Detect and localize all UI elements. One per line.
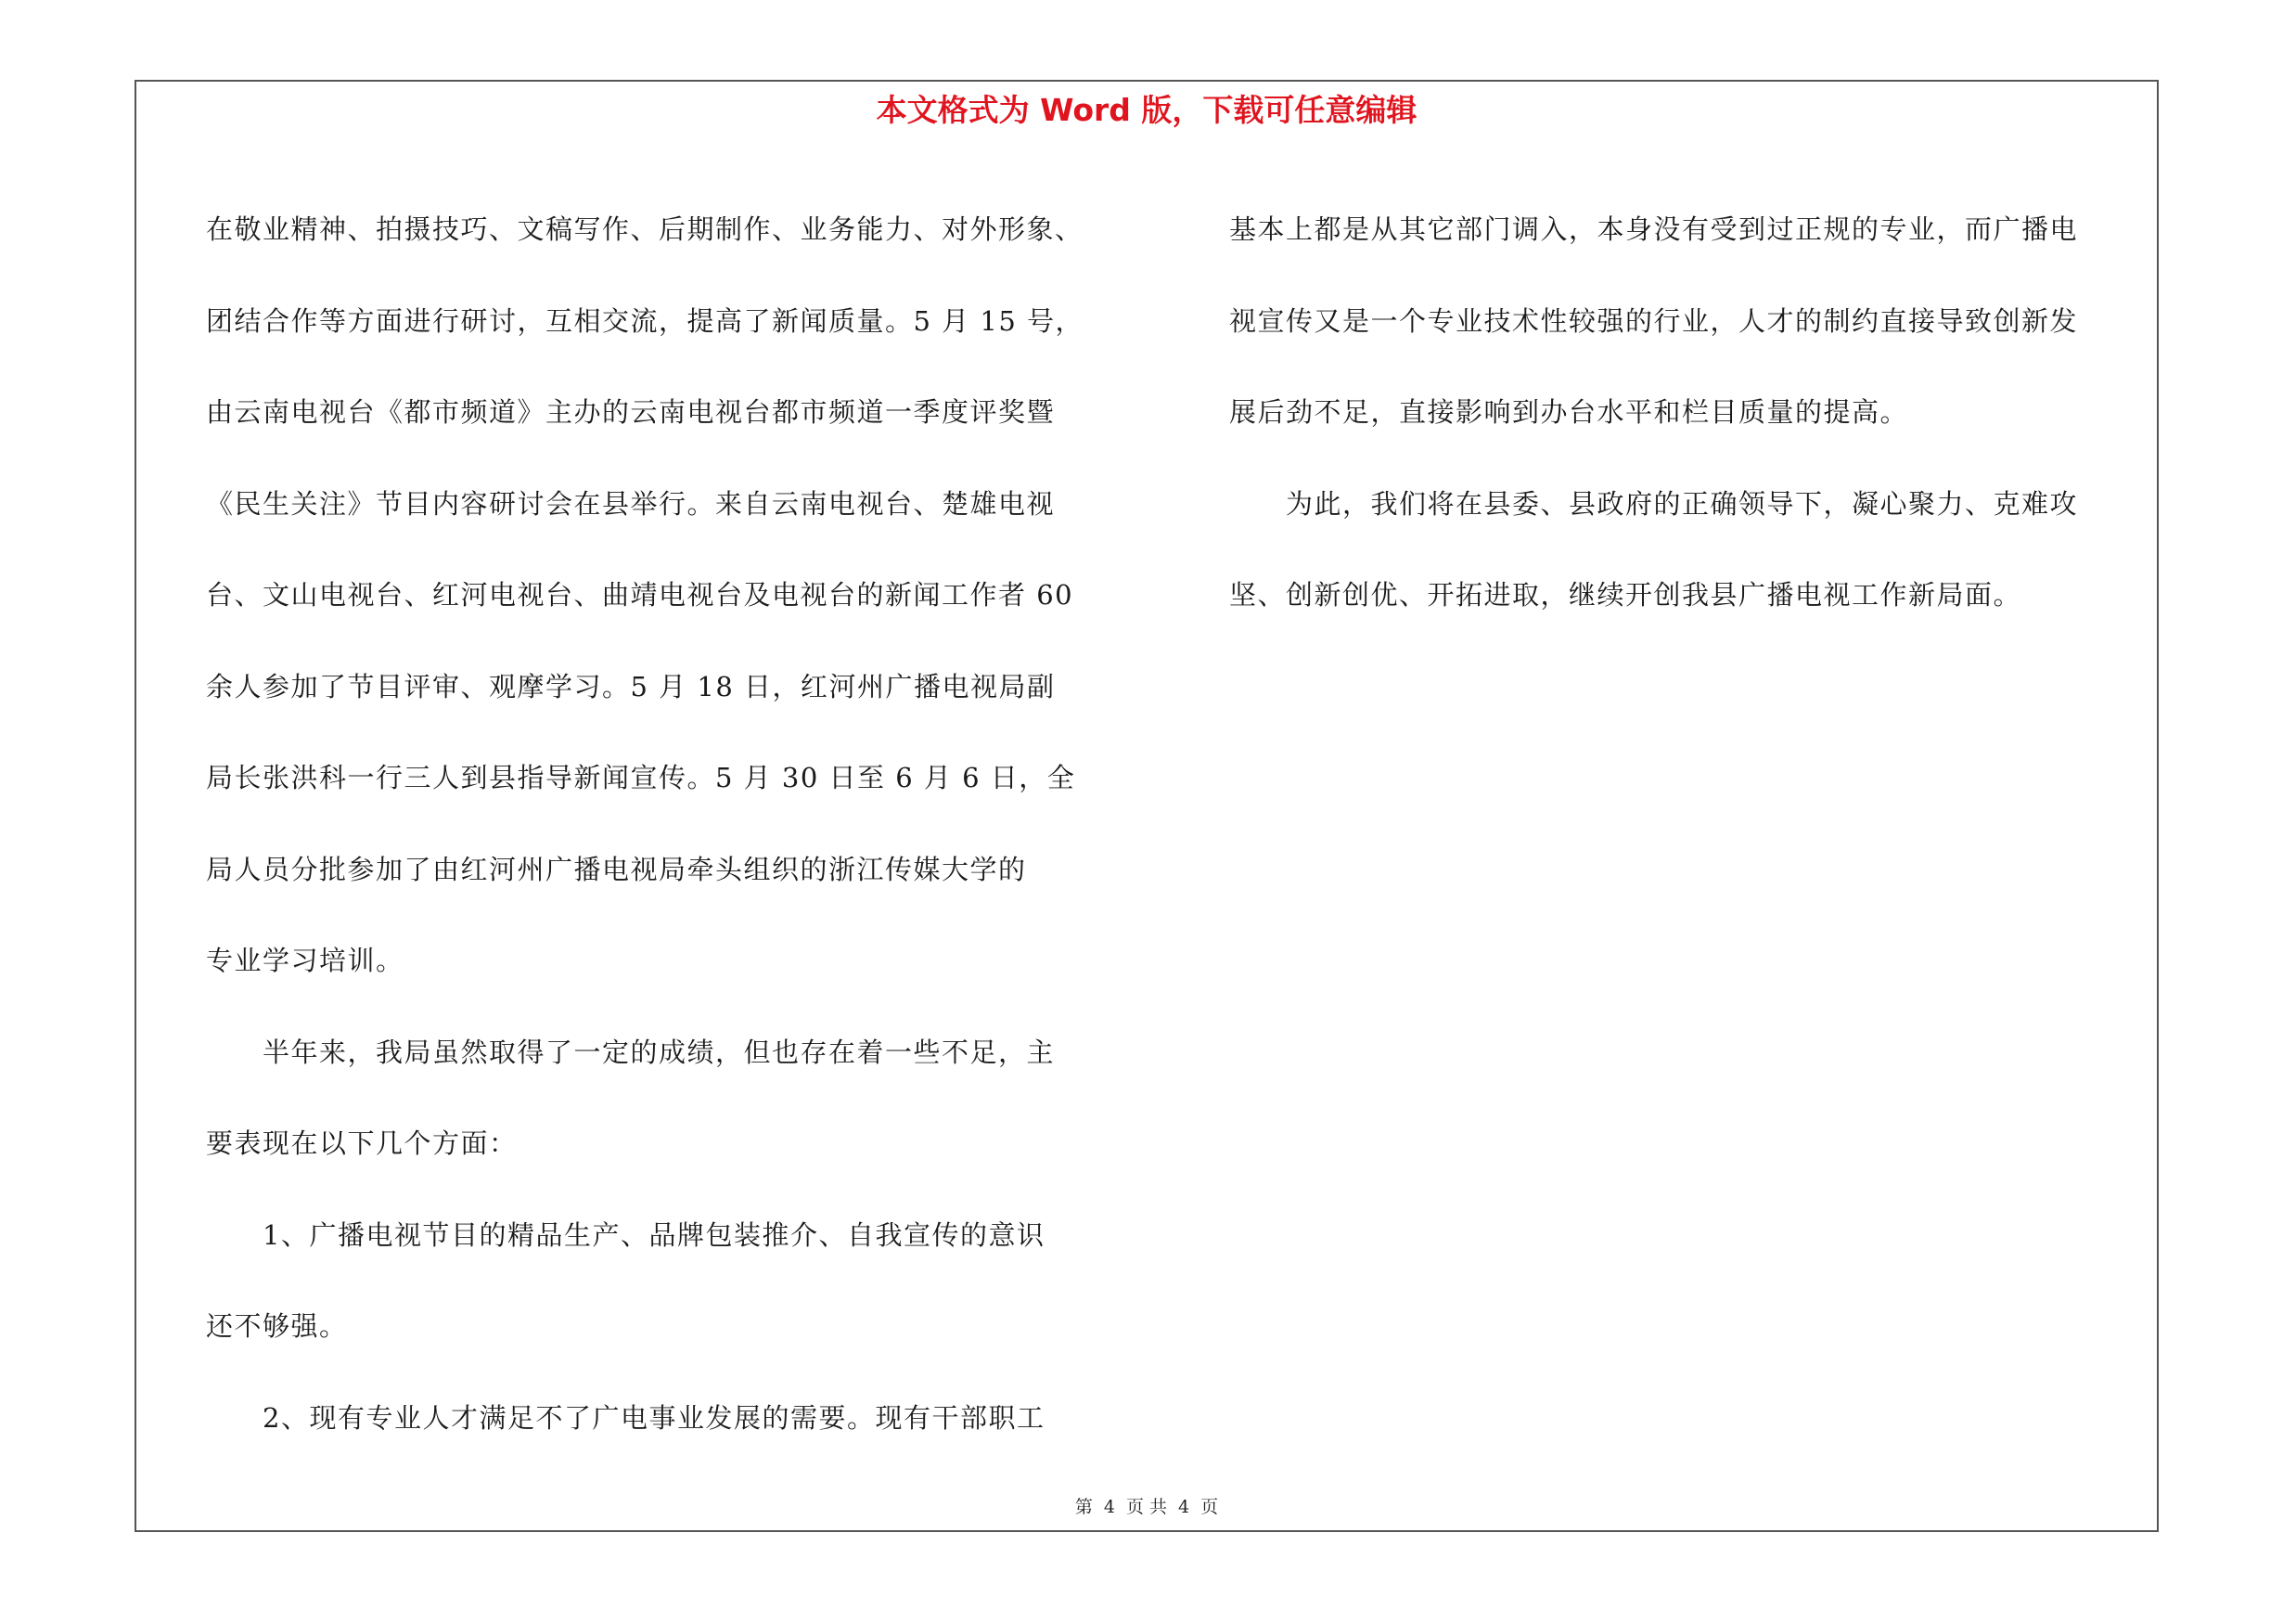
- text-line: 余人参加了节目评审、观摩学习。5 月 18 日，红河州广播电视局副: [206, 670, 1056, 702]
- text-line: 坚、创新创优、开拓进取，继续开创我县广播电视工作新局面。: [1229, 579, 2022, 611]
- text-line: 为此，我们将在县委、县政府的正确领导下，凝心聚力、克难攻: [1229, 487, 2079, 520]
- text-line: 局长张洪科一行三人到县指导新闻宣传。5 月 30 日至 6 月 6 日，全: [206, 762, 1076, 793]
- text-line: 由云南电视台《都市频道》主办的云南电视台都市频道一季度评奖暨: [206, 396, 1056, 428]
- text-line: 视宣传又是一个专业技术性较强的行业，人才的制约直接导致创新发: [1229, 304, 2079, 337]
- text-line: 专业学习培训。: [206, 945, 404, 976]
- text-line: 台、文山电视台、红河电视台、曲靖电视台及电视台的新闻工作者 60: [206, 579, 1074, 611]
- left-text-column: [206, 184, 1143, 1463]
- current-page-number: 4: [1103, 1497, 1115, 1517]
- footer-prefix: 第: [1074, 1497, 1093, 1517]
- footer-suffix: 页: [1200, 1497, 1219, 1517]
- text-line: 还不够强。: [206, 1310, 348, 1342]
- right-text-column: [1229, 184, 2157, 641]
- editable-notice-banner: 本文格式为 Word 版，下载可任意编辑: [876, 92, 1417, 128]
- footer-mid: 页 共: [1125, 1497, 1168, 1517]
- text-line: 展后劲不足，直接影响到办台水平和栏目质量的提高。: [1229, 396, 1909, 428]
- text-line: 《民生关注》节目内容研讨会在县举行。来自云南电视台、楚雄电视: [206, 487, 1056, 520]
- text-line: 局人员分批参加了由红河州广播电视局牵头组织的浙江传媒大学的: [206, 853, 1027, 885]
- text-line: 团结合作等方面进行研讨，互相交流，提高了新闻质量。5 月 15 号，: [206, 304, 1084, 337]
- text-line: 在敬业精神、拍摄技巧、文稿写作、后期制作、业务能力、对外形象、: [206, 213, 1084, 245]
- total-page-count: 4: [1178, 1497, 1190, 1517]
- text-line: 基本上都是从其它部门调入，本身没有受到过正规的专业，而广播电: [1229, 213, 2079, 245]
- page-number-footer: [135, 1494, 2159, 1520]
- text-line: 要表现在以下几个方面：: [206, 1127, 518, 1159]
- text-line: 2、现有专业人才满足不了广电事业发展的需要。现有干部职工: [206, 1401, 1045, 1434]
- text-line: 半年来，我局虽然取得了一定的成绩，但也存在着一些不足，主: [206, 1036, 1056, 1068]
- text-line: 1、广播电视节目的精品生产、品牌包装推介、自我宣传的意识: [206, 1218, 1045, 1251]
